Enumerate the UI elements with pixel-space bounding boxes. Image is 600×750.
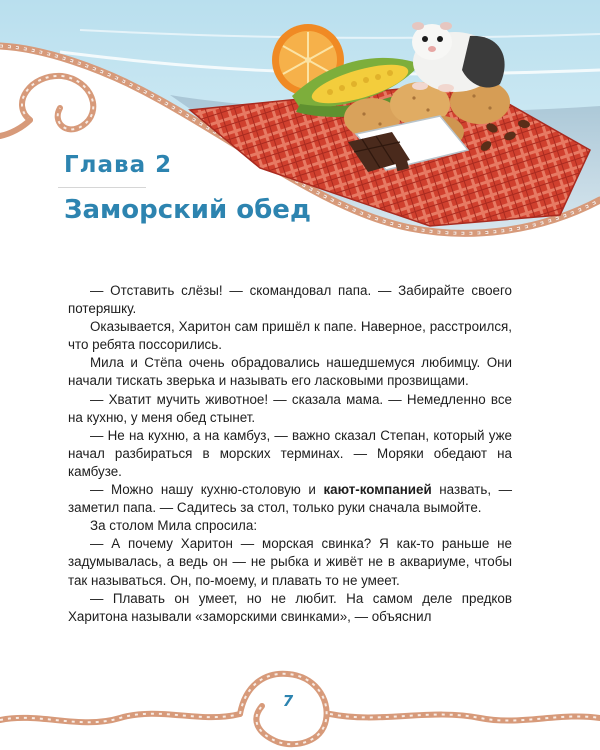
paragraph-cabin bbox=[68, 481, 512, 517]
paragraph: — Не на кухню, а на камбуз, — важно сказал Степан, который уже начал разбираться в морских терминах. — Моряки обедают на камбузе. bbox=[68, 427, 512, 479]
paragraph: За столом Мила спросила: bbox=[90, 518, 258, 534]
paragraph: — А почему Харитон — морская свинка? Я как-то раньше не задумывалась, а ведь он — не рыбка и живёт не в аквариуме, чтобы так называться. Он, по-моему, и плавать то не умеет. bbox=[68, 536, 512, 588]
paragraph: — Плавать он умеет, но не любит. На самом деле предков Харитона называли «заморскими свинками», — объяснил bbox=[68, 590, 512, 624]
chapter-label: Глава 2 bbox=[64, 152, 173, 178]
paragraph: — Отставить слёзы! — скомандовал папа. — Забирайте своего потеряшку. bbox=[68, 283, 512, 317]
paragraph: Мила и Стёпа очень обрадовались нашедшемуся любимцу. Они начали тискать зверька и называть его ласковыми прозвищами. bbox=[68, 355, 512, 389]
rope-loop-left bbox=[0, 76, 93, 136]
text-run: — Можно нашу кухню-столовую и bbox=[90, 482, 324, 498]
chapter-body bbox=[68, 282, 512, 626]
chapter-title: Заморский обед bbox=[64, 195, 311, 225]
bold-term: кают-компанией bbox=[323, 482, 432, 498]
paragraph: — Хватит мучить животное! — сказала мама. — Немедленно все на кухню, у меня обед стынет. bbox=[68, 391, 512, 425]
chapter-divider bbox=[58, 187, 146, 188]
paragraph: Оказывается, Харитон сам пришёл к папе. Наверное, расстроился, что ребята поссорились. bbox=[68, 319, 512, 353]
text-run: назвать, — заметил папа. — Садитесь за стол, только руки сначала вымойте. bbox=[68, 482, 513, 516]
page-number: 7 bbox=[282, 692, 294, 710]
